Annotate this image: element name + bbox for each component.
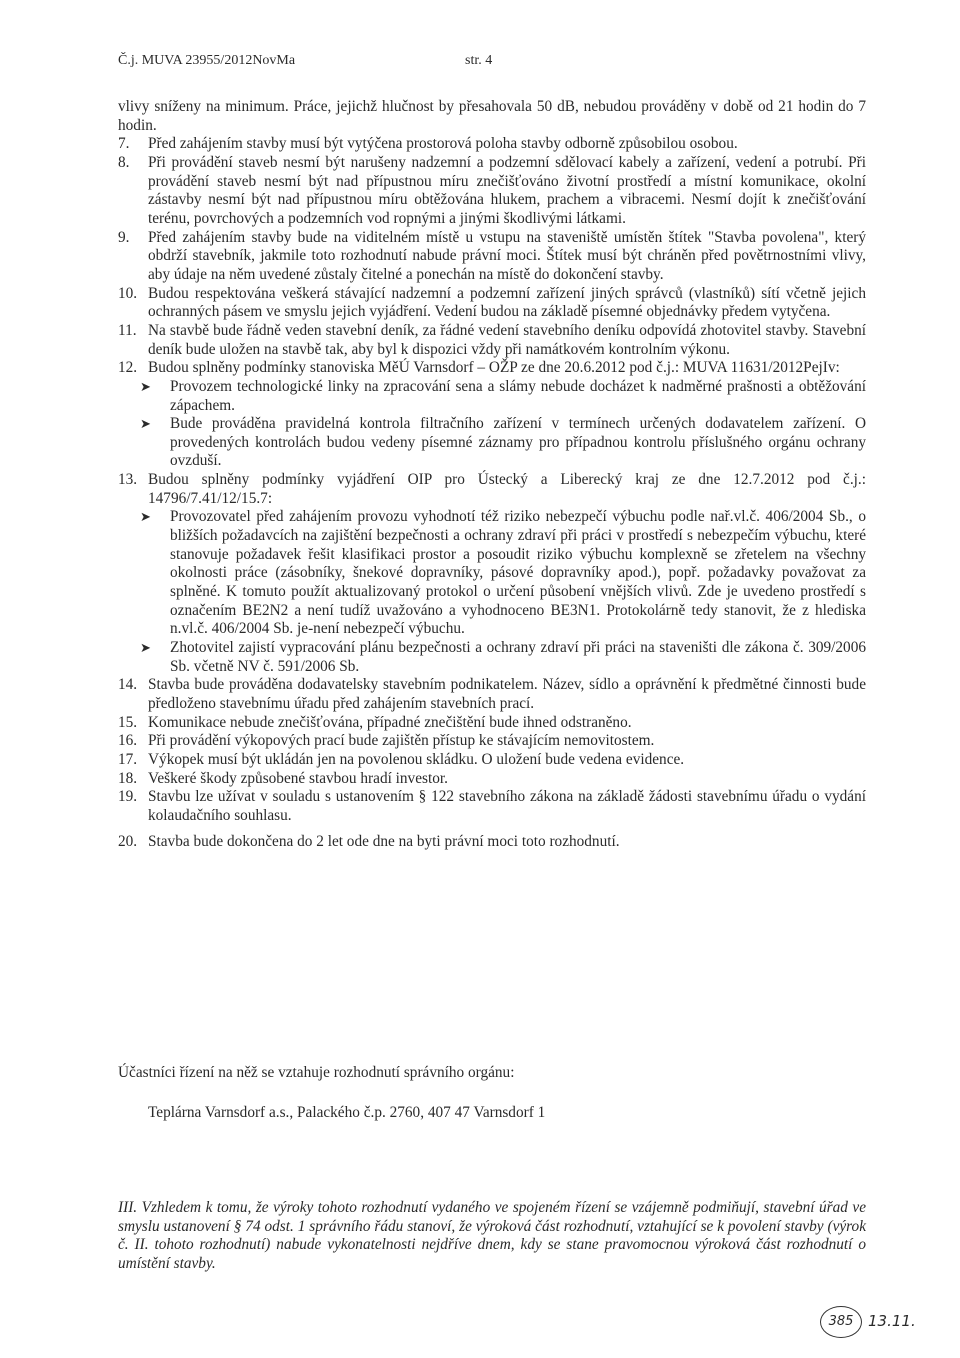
bullet-text: Provozovatel před zahájením provozu vyhodnotí též riziko nebezpečí výbuchu podle nař.vl.č. 406/2004 Sb., o bližších požadavcích na zajištění bezpečnosti a ochrany zdraví při práci v prostředí s nebezpečím výbuchu, které stanovuje požadavek řešit klasifikaci prostor a posoudit riziko výbuchu komplexně se zřetelem na všechny okolnosti práce (zásobníky, šnekové dopravníky, pásové dopravníky apod.), popř. požadavky považovat za splněné. K tomuto použít aktualizovaný protokol o určení působení vnějších vlivů. Zde je uvedeno prostředí s označením BE2N2 a není tudíž uvažováno a vyhodnoceno BE3N1. Protokolárně tedy stanovit, že z hlediska n.vl.č. 406/2004 Sb. je-není nebezpečí výbuchu. <box>170 508 866 638</box>
condition-20 <box>118 833 866 852</box>
condition-number: 9. <box>118 228 130 246</box>
handwritten-mark: 13.11. <box>868 1312 916 1330</box>
party-entry: Teplárna Varnsdorf a.s., Palackého č.p. 2760, 407 47 Varnsdorf 1 <box>148 1103 546 1121</box>
page-number: str. 4 <box>465 53 493 68</box>
condition-8 <box>118 154 866 229</box>
section-iii-paragraph: III. Vzhledem k tomu, že výroky tohoto rozhodnutí vydaného ve spojeném řízení se vzájemně podmiňují, stavební úřad ve smyslu ustanovení § 74 odst. 1 správního řádu stanoví, že výroková část rozhodnutí, vztahující se k povolení stavby (výrok č. II. tohoto rozhodnutí) nabude vykonatelnosti nejdříve dnem, kdy se stane pravomocnou výroková část rozhodnutí o umístění stavby. <box>118 1199 866 1272</box>
continuation-paragraph: vlivy sníženy na minimum. Práce, jejichž hlučnost by přesahovala 50 dB, nebudou prováděny v době od 21 hodin do 7 hodin. <box>118 98 866 134</box>
condition-number: 10. <box>118 284 138 302</box>
handwritten-annotation <box>820 1304 916 1344</box>
condition-14 <box>118 676 866 713</box>
document-body <box>118 98 866 851</box>
condition-number: 12. <box>118 359 138 377</box>
condition-text: Budou splněny podmínky stanoviska MěÚ Varnsdorf – OŽP ze dne 20.6.2012 pod č.j.: MUVA 11631/2012PejIv: <box>148 359 840 377</box>
condition-number: 17. <box>118 750 138 768</box>
condition-text: Při provádění výkopových prací bude zajištěn přístup ke stávajícím nemovitostem. <box>148 732 655 750</box>
bullet-item <box>118 415 866 471</box>
bullet-item <box>118 378 866 415</box>
bullet-item <box>118 508 866 639</box>
parties-section <box>118 1064 866 1122</box>
circled-page-number: 385 <box>820 1306 862 1338</box>
reference-number: Č.j. MUVA 23955/2012NovMa <box>118 53 296 68</box>
arrow-bullet-icon: ➤ <box>140 378 151 394</box>
condition-19 <box>118 788 866 825</box>
condition-text: Výkopek musí být ukládán jen na povolenou skládku. O uložení bude vedena evidence. <box>148 750 685 768</box>
bullet-text: Zhotovitel zajistí vypracování plánu bezpečnosti a ochrany zdraví při práci na staveništi dle zákona č. 309/2006 Sb. včetně NV č. 591/2006 Sb. <box>170 639 866 675</box>
condition-number: 15. <box>118 713 138 731</box>
condition-15 <box>118 714 866 733</box>
condition-text: Stavba bude prováděna dodavatelsky stavebním podnikatelem. Název, sídlo a oprávnění k předmětné činnosti bude předloženo stavebnímu úřadu před zahájením stavebních prací. <box>148 676 866 712</box>
condition-12 <box>118 359 866 378</box>
condition-text: Před zahájením stavby bude na viditelném místě u vstupu na staveniště umístěn štítek "Stavba povolena", který obdrží stavebník, jakmile toto rozhodnutí nabude právní moci. Štítek musí být chráněn před povětrnostními vlivy, aby údaje na něm uvedené zůstaly čitelné a ponechán na místě do dokončení stavby. <box>148 228 866 283</box>
condition-text: Veškeré škody způsobené stavbou hradí investor. <box>148 769 448 787</box>
condition-13 <box>118 471 866 508</box>
condition-number: 13. <box>118 471 138 489</box>
condition-9 <box>118 229 866 285</box>
condition-number: 20. <box>118 832 138 850</box>
condition-text: Stavba bude dokončena do 2 let ode dne na byti právní moci toto rozhodnutí. <box>148 832 620 850</box>
condition-text: Komunikace nebude znečišťována, případné znečištění bude ihned odstraněno. <box>148 713 632 731</box>
condition-number: 16. <box>118 732 138 750</box>
condition-number: 14. <box>118 676 138 694</box>
condition-18 <box>118 770 866 789</box>
arrow-bullet-icon: ➤ <box>140 416 151 432</box>
condition-text: Stavbu lze užívat v souladu s ustanovením § 122 stavebního zákona na základě žádosti stavebnímu úřadu o vydání kolaudačního souhlasu. <box>148 788 866 824</box>
condition-number: 11. <box>118 321 137 339</box>
bullet-text: Bude prováděna pravidelná kontrola filtračního zařízení v termínech určených dodavatelem zařízení. O provedených kontrolách budou vedeny písemné záznamy pro případnou kontrolu příslušného orgánu ochrany ovzduší. <box>170 415 866 470</box>
condition-text: Budou splněny podmínky vyjádření OIP pro Ústecký a Liberecký kraj ze dne 12.7.2012 pod č.j.: 14796/7.41/12/15.7: <box>148 471 866 507</box>
arrow-bullet-icon: ➤ <box>140 509 151 525</box>
condition-number: 7. <box>118 135 130 153</box>
condition-text: Při provádění staveb nesmí být narušeny nadzemní a podzemní sdělovací kabely a zařízení, vedení a potrubí. Při provádění staveb nesmí být nad přípustnou míru znečišťováno životní prostředí a místní komunikace, okolní zástavby nesmí být nad přípustnou míru obtěžována hlukem, prachem a vibracemi. Nesmí dojít k znečišťování terénu, povrchových a podzemních vod ropnými a jinými škodlivými látkami. <box>148 153 866 227</box>
condition-17 <box>118 751 866 770</box>
condition-text: Na stavbě bude řádně veden stavební deník, za řádné vedení stavebního deníku odpovídá zhotovitel stavby. Stavební deník bude uložen na stavbě tak, aby byl k dispozici vždy při namátkovém kontrolním výkonu. <box>148 321 866 358</box>
condition-number: 19. <box>118 788 138 806</box>
bullet-item <box>118 639 866 676</box>
condition-number: 18. <box>118 769 138 787</box>
condition-text: Budou respektována veškerá stávající nadzemní a podzemní zařízení jiných správců (vlastníků) sítí včetně jejich ochranných pásem ve smyslu jejich vyjádření. Vedení budou na základě písemné objednávky předem vytyčena. <box>148 284 866 321</box>
parties-heading: Účastníci řízení na něž se vztahuje rozhodnutí správního orgánu: <box>118 1064 515 1081</box>
condition-10 <box>118 285 866 322</box>
condition-16 <box>118 732 866 751</box>
bullet-text: Provozem technologické linky na zpracování sena a slámy nebude docházet k nadměrné prašnosti a obtěžování zápachem. <box>170 377 866 414</box>
condition-11 <box>118 322 866 359</box>
condition-7 <box>118 135 866 154</box>
arrow-bullet-icon: ➤ <box>140 640 151 656</box>
condition-number: 8. <box>118 153 130 171</box>
condition-text: Před zahájením stavby musí být vytýčena prostorová poloha stavby odborně způsobilou osobou. <box>148 135 738 153</box>
